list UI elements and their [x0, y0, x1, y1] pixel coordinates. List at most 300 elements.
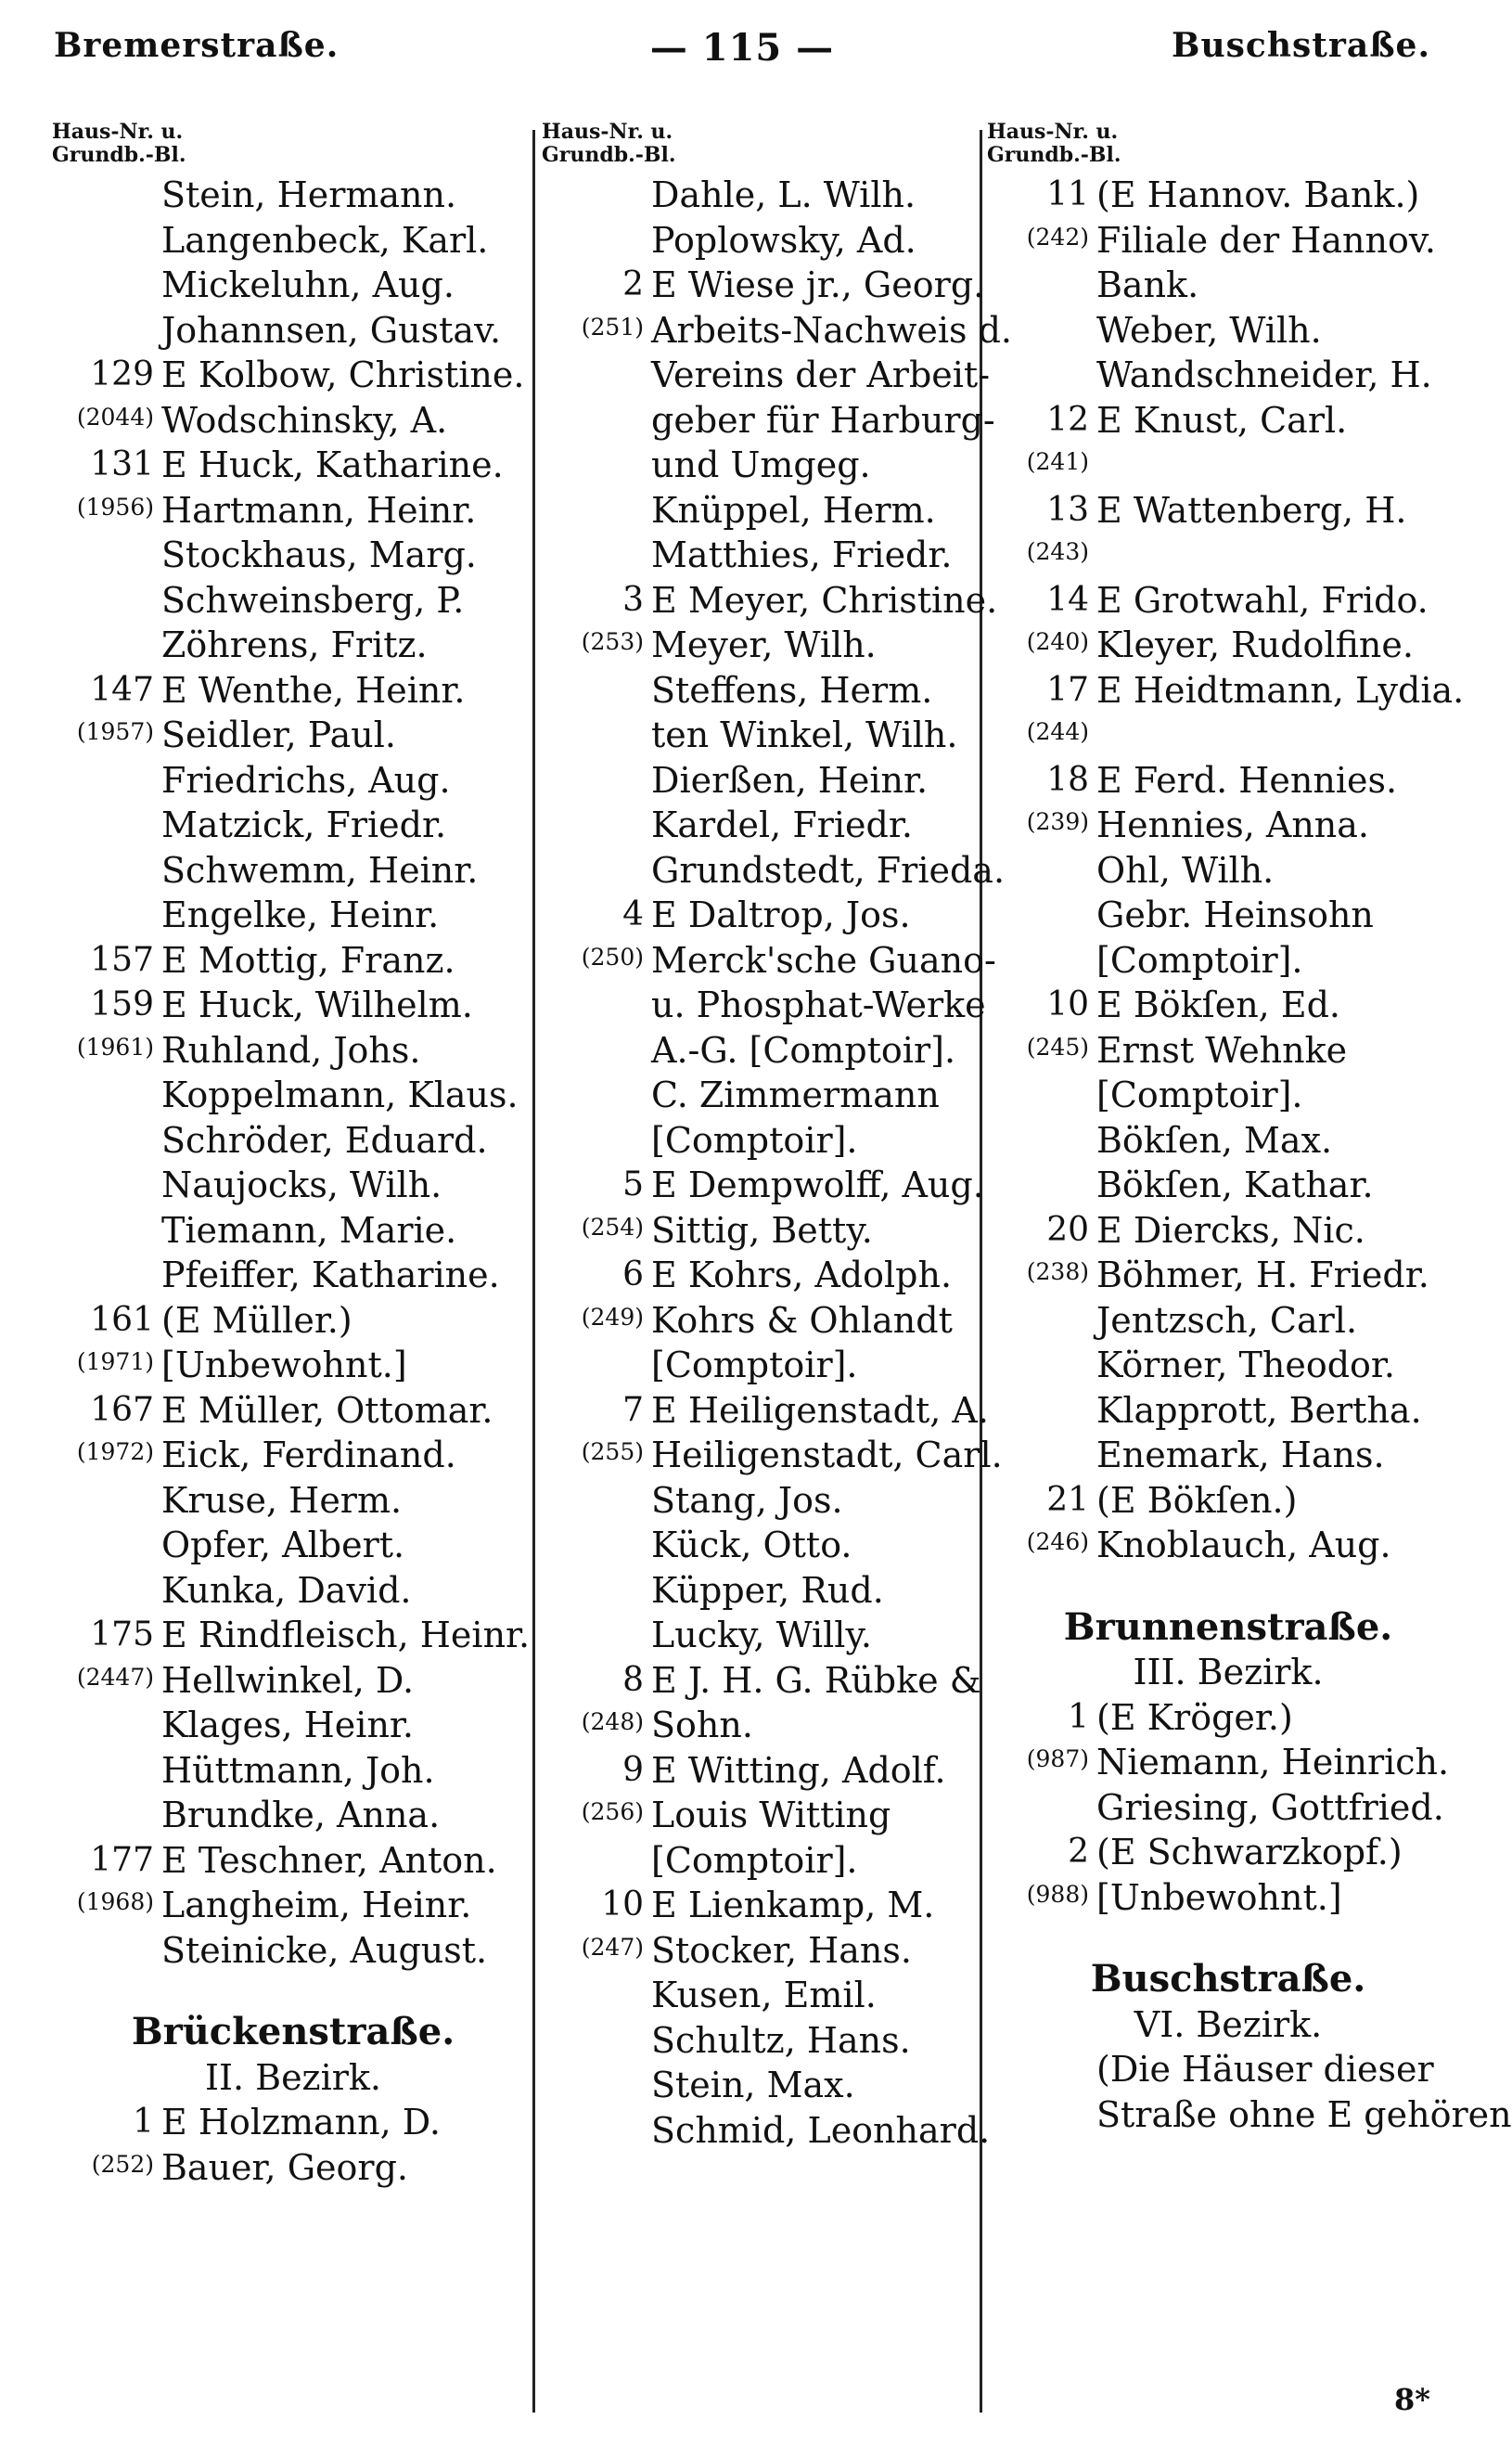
resident-name: Langheim, Heinr. — [161, 1885, 472, 1925]
land-register-number: (987) — [1026, 1745, 1089, 1772]
resident-name: Sittig, Betty. — [651, 1209, 873, 1251]
directory-entry — [52, 1703, 534, 1748]
column-header — [52, 121, 534, 167]
resident-name: u. Phosphat-Werke — [651, 984, 986, 1025]
directory-entry — [52, 353, 534, 398]
resident-name: Stein, Max. — [651, 2065, 855, 2105]
resident-name: E Wenthe, Heinr. — [161, 669, 466, 711]
land-register-number: (256) — [581, 1798, 644, 1825]
resident-name: E Bökſen, Ed. — [1096, 984, 1340, 1025]
directory-entry — [542, 578, 998, 624]
directory-entry — [987, 533, 1469, 578]
resident-name: (E Kröger.) — [1096, 1696, 1293, 1738]
resident-name: E Wiese jr., Georg. — [651, 264, 985, 305]
house-number: 2 — [622, 265, 644, 303]
directory-entry — [542, 218, 987, 264]
directory-entry — [542, 1433, 1003, 1478]
resident-name: geber für Harburg- — [651, 399, 995, 441]
directory-entry — [542, 848, 1006, 894]
house-number: 1 — [1068, 1697, 1089, 1736]
directory-entry — [52, 173, 534, 218]
directory-entry — [542, 1118, 987, 1164]
column-header-line: Haus-Nr. u. — [52, 120, 184, 144]
land-register-number: (2044) — [76, 403, 154, 431]
resident-name: E Grotwahl, Frido. — [1096, 579, 1429, 621]
directory-entry — [542, 1523, 987, 1568]
resident-name: Poplowsky, Ad. — [651, 219, 916, 261]
directory-entry — [987, 308, 1469, 354]
directory-entry — [52, 1613, 534, 1658]
house-number: 17 — [1046, 670, 1089, 709]
land-register-number: (250) — [581, 943, 644, 971]
directory-entry — [52, 2145, 534, 2191]
directory-entry — [542, 1568, 987, 1614]
resident-name: Stockhaus, Marg. — [161, 534, 477, 575]
street-heading: Brückenstraße. — [131, 2010, 455, 2053]
column-header-line: Haus-Nr. u. — [987, 120, 1119, 144]
directory-entry — [542, 1613, 987, 1658]
column-header-line: Grundb.-Bl. — [987, 143, 1121, 167]
directory-entry — [987, 758, 1469, 804]
directory-entry — [542, 803, 987, 848]
directory-entry — [987, 848, 1469, 894]
resident-name: Klapprott, Bertha. — [1096, 1389, 1422, 1431]
resident-name: (E Bökſen.) — [1096, 1479, 1298, 1521]
resident-name: (E Hannov. Bank.) — [1096, 174, 1420, 215]
directory-entry — [987, 1163, 1469, 1208]
district-label: VI. Bezirk. — [1134, 2003, 1323, 2045]
resident-name: E Huck, Katharine. — [161, 444, 504, 485]
directory-entry — [542, 668, 987, 714]
resident-name: E Holzmann, D. — [161, 2102, 441, 2143]
directory-entry — [987, 1253, 1469, 1298]
directory-entry — [542, 1028, 987, 1074]
resident-name: Engelke, Heinr. — [161, 894, 440, 935]
running-head-left: Bremerstraße. — [54, 26, 340, 65]
directory-entry — [52, 938, 534, 984]
resident-name: E Heiligenstadt, A. — [651, 1389, 989, 1431]
directory-entry — [542, 308, 1012, 354]
directory-entry — [542, 1478, 987, 1524]
resident-name: E Knust, Carl. — [1096, 399, 1348, 441]
directory-entry — [542, 1793, 987, 1838]
resident-name: Schweinsberg, P. — [161, 579, 465, 621]
directory-entry — [987, 488, 1469, 534]
resident-name: Straße ohne E gehören — [1096, 2093, 1512, 2135]
resident-name: E Kolbow, Christine. — [161, 354, 525, 395]
directory-entry — [542, 1838, 987, 1884]
resident-name: Stocker, Hans. — [651, 1929, 912, 1971]
land-register-number: (255) — [581, 1438, 644, 1465]
resident-name: Bauer, Georg. — [161, 2146, 408, 2188]
resident-name: [Comptoir]. — [651, 1839, 858, 1881]
land-register-number: (249) — [581, 1303, 644, 1331]
directory-entry — [542, 758, 987, 804]
resident-name: Schmid, Leonhard. — [651, 2109, 991, 2151]
directory-entry — [52, 218, 534, 264]
directory-entry — [542, 1208, 987, 1254]
resident-name: [Unbewohnt.] — [161, 1345, 407, 1385]
signature-mark: 8* — [1394, 2382, 1430, 2417]
land-register-number: (244) — [1026, 718, 1089, 745]
land-register-number: (252) — [91, 2150, 154, 2178]
directory-entry — [542, 1928, 987, 1974]
house-number: 1 — [133, 2103, 154, 2141]
resident-name: Wodschinsky, A. — [161, 399, 448, 441]
directory-entry — [52, 578, 534, 624]
directory-entry — [987, 1388, 1469, 1434]
house-number: 3 — [622, 580, 644, 619]
directory-entry — [52, 488, 534, 534]
directory-entry — [52, 1928, 534, 1974]
directory-entry — [987, 1343, 1469, 1388]
column-2 — [542, 120, 1012, 2153]
land-register-number: (1961) — [76, 1033, 154, 1061]
directory-entry — [542, 1883, 987, 1928]
resident-name: Bökſen, Kathar. — [1096, 1165, 1374, 1205]
resident-name: E Daltrop, Jos. — [651, 894, 911, 935]
land-register-number: (253) — [581, 628, 644, 655]
directory-entry — [987, 1028, 1469, 1074]
resident-name: Brundke, Anna. — [161, 1795, 441, 1835]
resident-name: Niemann, Heinrich. — [1096, 1742, 1450, 1782]
resident-name: Hellwinkel, D. — [161, 1659, 415, 1701]
directory-entry — [987, 1478, 1469, 1524]
resident-name: Sohn. — [651, 1705, 753, 1745]
house-number: 20 — [1046, 1210, 1089, 1249]
directory-entry — [987, 2047, 1469, 2092]
resident-name: E Heidtmann, Lydia. — [1096, 669, 1465, 711]
house-number: 13 — [1046, 490, 1089, 529]
resident-name: Heiligenstadt, Carl. — [651, 1435, 1003, 1475]
house-number: 12 — [1046, 400, 1089, 439]
land-register-number: (254) — [581, 1213, 644, 1241]
directory-entry — [52, 848, 534, 894]
resident-name: Stein, Hermann. — [161, 174, 457, 215]
directory-entry — [52, 803, 534, 848]
directory-entry — [52, 713, 534, 758]
resident-name: E Huck, Wilhelm. — [161, 984, 473, 1025]
directory-entry — [52, 623, 534, 668]
resident-name: E Rindfleisch, Heinr. — [161, 1615, 531, 1655]
directory-entry — [542, 1343, 987, 1388]
directory-entry — [542, 2018, 987, 2064]
directory-entry — [52, 1208, 534, 1254]
directory-entry — [987, 1830, 1469, 1875]
resident-name: Kück, Otto. — [651, 1525, 852, 1565]
directory-entry — [542, 983, 987, 1028]
resident-name: E Mottig, Franz. — [161, 939, 455, 981]
district-label: III. Bezirk. — [1133, 1652, 1324, 1692]
resident-name: [Unbewohnt.] — [1096, 1876, 1342, 1918]
resident-name: Schultz, Hans. — [651, 2019, 911, 2061]
house-number: 6 — [622, 1255, 644, 1293]
directory-entry — [52, 1028, 534, 1074]
directory-entry — [52, 1568, 534, 1614]
directory-entry — [52, 1073, 534, 1118]
directory-entry — [52, 1388, 534, 1434]
resident-name: E J. H. G. Rübke & — [651, 1659, 981, 1701]
resident-name: [Comptoir]. — [651, 1345, 858, 1385]
directory-entry — [52, 1478, 534, 1524]
resident-name: (Die Häuser dieser — [1096, 2049, 1434, 2090]
street-heading: Buschstraße. — [1090, 1957, 1366, 2001]
resident-name: [Comptoir]. — [1096, 939, 1303, 981]
directory-entry — [542, 488, 987, 534]
directory-entry — [52, 308, 534, 354]
resident-name: E Ferd. Hennies. — [1096, 759, 1398, 801]
resident-name: E Meyer, Christine. — [651, 579, 998, 621]
resident-name: E Kohrs, Adolph. — [651, 1255, 953, 1295]
house-number: 10 — [601, 1885, 644, 1924]
resident-name: Hüttmann, Joh. — [161, 1749, 435, 1791]
resident-name: Kohrs & Ohlandt — [651, 1299, 953, 1341]
resident-name: Jentzsch, Carl. — [1096, 1299, 1358, 1341]
house-number: 175 — [90, 1615, 154, 1654]
directory-entry — [52, 983, 534, 1028]
directory-entry — [542, 263, 987, 308]
resident-name: Kunka, David. — [161, 1569, 412, 1611]
resident-name: E Lienkamp, M. — [651, 1885, 935, 1925]
house-number: 8 — [622, 1660, 644, 1699]
resident-name: Kardel, Friedr. — [651, 804, 913, 845]
column-header-line: Haus-Nr. u. — [542, 120, 673, 144]
directory-entry — [542, 623, 987, 668]
land-register-number: (247) — [581, 1933, 644, 1961]
directory-entry — [52, 443, 534, 488]
resident-name: Griesing, Gottfried. — [1096, 1786, 1444, 1828]
resident-name: E Diercks, Nic. — [1096, 1209, 1365, 1251]
directory-entry — [542, 1073, 987, 1118]
resident-name: E Müller, Ottomar. — [161, 1389, 493, 1431]
directory-entry — [542, 443, 987, 488]
directory-entry — [542, 173, 987, 218]
directory-entry — [987, 263, 1469, 308]
directory-entry — [52, 1793, 534, 1838]
resident-name: Louis Witting — [651, 1795, 891, 1835]
resident-name: Koppelmann, Klaus. — [161, 1075, 519, 1115]
land-register-number: (239) — [1026, 808, 1089, 835]
resident-name: Vereins der Arbeit- — [651, 354, 991, 395]
resident-name: Weber, Wilh. — [1096, 309, 1322, 351]
directory-entry — [987, 1523, 1469, 1568]
land-register-number: (248) — [581, 1708, 644, 1735]
directory-entry — [52, 668, 534, 714]
resident-name: Klages, Heinr. — [161, 1705, 414, 1745]
resident-name: A.-G. [Comptoir]. — [651, 1029, 956, 1071]
directory-entry — [542, 2108, 991, 2154]
resident-name: Opfer, Albert. — [161, 1525, 405, 1565]
resident-name: Filiale der Hannov. — [1096, 219, 1436, 261]
directory-entry — [987, 623, 1469, 668]
resident-name: Tiemann, Marie. — [161, 1209, 457, 1251]
resident-name: Enemark, Hans. — [1096, 1435, 1385, 1475]
land-register-number: (1957) — [76, 718, 154, 745]
land-register-number: (240) — [1026, 628, 1089, 655]
directory-entry — [542, 1973, 987, 2018]
directory-entry — [52, 398, 534, 444]
house-number: 147 — [90, 670, 154, 709]
directory-entry — [52, 1838, 534, 1884]
column-1 — [52, 121, 534, 2190]
resident-name: E Wattenberg, H. — [1096, 489, 1407, 531]
column-header — [987, 121, 1469, 167]
house-number: 177 — [90, 1840, 154, 1879]
column-header-line: Grundb.-Bl. — [542, 143, 676, 167]
directory-entry — [542, 353, 991, 398]
resident-name: Kleyer, Rudolfine. — [1096, 624, 1414, 665]
resident-name: Schröder, Eduard. — [161, 1119, 488, 1161]
resident-name: Ohl, Wilh. — [1096, 849, 1275, 891]
resident-name: Steinicke, August. — [161, 1929, 488, 1971]
directory-entry — [542, 713, 987, 758]
resident-name: Eick, Ferdinand. — [161, 1435, 456, 1475]
resident-name: Knüppel, Herm. — [651, 489, 936, 531]
directory-entry — [987, 938, 1469, 984]
resident-name: Meyer, Wilh. — [651, 624, 877, 665]
land-register-number: (245) — [1026, 1033, 1089, 1061]
directory-entry — [987, 1118, 1469, 1164]
resident-name: Schwemm, Heinr. — [161, 849, 479, 891]
land-register-number: (246) — [1026, 1528, 1089, 1555]
resident-name: [Comptoir]. — [651, 1119, 858, 1161]
directory-entry — [542, 398, 995, 444]
resident-name: Hennies, Anna. — [1096, 804, 1369, 845]
resident-name: E Teschner, Anton. — [161, 1839, 497, 1881]
resident-name: E Witting, Adolf. — [651, 1749, 946, 1791]
directory-entry — [52, 758, 534, 804]
house-number: 7 — [622, 1390, 644, 1429]
directory-entry — [987, 1208, 1469, 1254]
resident-name: Pfeiffer, Katharine. — [161, 1255, 500, 1295]
resident-name: Langenbeck, Karl. — [161, 219, 489, 261]
directory-entry — [542, 938, 996, 984]
house-number: 21 — [1046, 1480, 1089, 1519]
directory-entry — [542, 1253, 987, 1298]
resident-name: Zöhrens, Fritz. — [161, 624, 428, 665]
directory-entry — [52, 1433, 534, 1478]
land-register-number: (243) — [1026, 538, 1089, 565]
directory-entry — [987, 983, 1469, 1028]
directory-entry — [987, 353, 1469, 398]
resident-name: Kusen, Emil. — [651, 1975, 877, 2015]
resident-name: (E Schwarzkopf.) — [1096, 1832, 1403, 1872]
column-header — [542, 121, 987, 167]
house-number: 161 — [90, 1300, 154, 1339]
resident-name: Naujocks, Wilh. — [161, 1165, 442, 1205]
resident-name: Lucky, Willy. — [651, 1615, 872, 1655]
directory-entry — [52, 1658, 534, 1704]
house-number: 157 — [90, 940, 154, 979]
directory-entry — [52, 893, 534, 938]
directory-entry — [52, 1748, 534, 1794]
land-register-number: (1968) — [76, 1888, 154, 1915]
directory-entry — [987, 218, 1469, 264]
directory-entry — [52, 1523, 534, 1568]
resident-name: Steffens, Herm. — [651, 669, 933, 711]
resident-name: Böhmer, H. Friedr. — [1096, 1255, 1429, 1295]
directory-entry — [987, 1785, 1469, 1831]
resident-name: Arbeits-Nachweis d. — [651, 309, 1012, 351]
resident-name: C. Zimmermann — [651, 1075, 940, 1115]
directory-entry — [542, 2063, 987, 2108]
directory-entry — [52, 2100, 534, 2145]
district-label: II. Bezirk. — [204, 2056, 382, 2098]
resident-name: Wandschneider, H. — [1096, 354, 1432, 395]
directory-entry — [987, 2092, 1512, 2138]
house-number: 14 — [1046, 580, 1089, 619]
directory-entry — [52, 1343, 534, 1388]
directory-entry — [987, 713, 1469, 758]
directory-entry — [987, 1073, 1469, 1118]
directory-entry — [52, 1118, 534, 1164]
resident-name: [Comptoir]. — [1096, 1075, 1303, 1115]
land-register-number: (988) — [1026, 1880, 1089, 1908]
resident-name: E Dempwolff, Aug. — [651, 1165, 984, 1205]
resident-name: Gebr. Heinsohn — [1096, 894, 1374, 935]
resident-name: Matthies, Friedr. — [651, 534, 953, 575]
directory-entry — [52, 1298, 534, 1344]
directory-entry — [52, 263, 534, 308]
land-register-number: (2447) — [76, 1663, 154, 1691]
resident-name: Merck'sche Guano- — [651, 939, 996, 981]
directory-entry — [987, 443, 1469, 488]
resident-name: Stang, Jos. — [651, 1479, 843, 1521]
directory-entry — [52, 533, 534, 578]
house-number: 11 — [1046, 175, 1089, 213]
house-number: 9 — [622, 1750, 644, 1789]
house-number: 159 — [90, 985, 154, 1023]
directory-entry — [987, 668, 1469, 714]
house-number: 131 — [90, 445, 154, 483]
directory-entry — [542, 533, 987, 578]
land-register-number: (1972) — [76, 1438, 154, 1465]
directory-entry — [52, 1253, 534, 1298]
resident-name: Friedrichs, Aug. — [161, 759, 451, 801]
directory-entry — [52, 1163, 534, 1208]
land-register-number: (241) — [1026, 448, 1089, 475]
land-register-number: (251) — [581, 313, 644, 341]
directory-entry — [987, 1740, 1469, 1785]
house-number: 4 — [622, 895, 644, 933]
resident-name: Bökſen, Max. — [1096, 1119, 1333, 1161]
directory-entry — [542, 1658, 987, 1704]
house-number: 18 — [1046, 760, 1089, 799]
house-number: 2 — [1068, 1833, 1089, 1871]
resident-name: Dahle, L. Wilh. — [651, 174, 916, 215]
directory-entry — [52, 1883, 534, 1928]
directory-entry — [542, 1388, 987, 1434]
resident-name: Ernst Wehnke — [1096, 1029, 1348, 1071]
resident-name: Knoblauch, Aug. — [1096, 1525, 1391, 1565]
house-number: 167 — [90, 1390, 154, 1429]
resident-name: (E Müller.) — [161, 1299, 352, 1341]
house-number: 5 — [622, 1165, 644, 1203]
house-number: 10 — [1046, 985, 1089, 1023]
directory-entry — [542, 1703, 987, 1748]
running-head-right: Buschstraße. — [1172, 26, 1430, 65]
resident-name: Johannsen, Gustav. — [161, 309, 502, 351]
resident-name: Dierßen, Heinr. — [651, 759, 929, 801]
directory-entry — [987, 173, 1469, 218]
directory-entry — [987, 398, 1469, 444]
directory-entry — [542, 1748, 987, 1794]
resident-name: ten Winkel, Wilh. — [651, 714, 958, 755]
directory-entry — [542, 1298, 987, 1344]
directory-entry — [542, 893, 987, 938]
land-register-number: (1956) — [76, 493, 154, 521]
resident-name: Grundstedt, Frieda. — [651, 849, 1006, 891]
